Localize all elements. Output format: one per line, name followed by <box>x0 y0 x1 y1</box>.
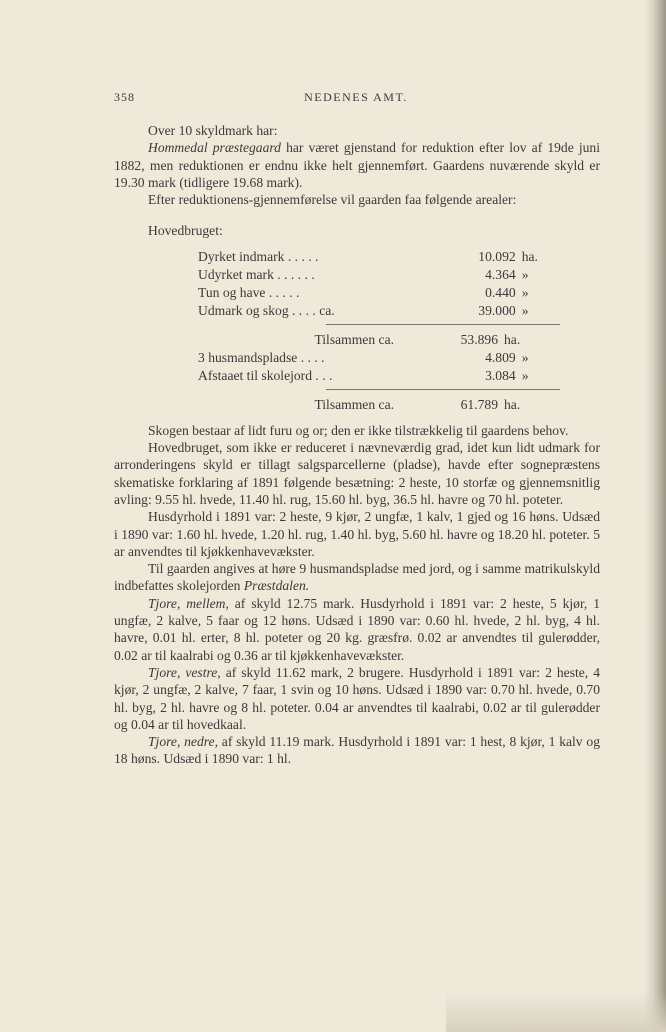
row-unit: » <box>521 302 529 318</box>
table-row <box>148 349 558 367</box>
row-value: 4.809 <box>485 349 516 365</box>
table-row <box>148 266 558 284</box>
row-label: Udyrket mark . . . . . . <box>198 266 315 282</box>
total-label: Tilsammen ca. <box>314 331 394 347</box>
farm-name: Tjore, vestre, <box>148 664 221 680</box>
paragraph-text: af skyld 11.19 mark. Husdyrhold i 1891 var: 1 hest, 8 kjør, 1 kalv og 18 høns. Udsæd i 1890 var: 1 hl. <box>114 734 600 767</box>
table-total-row <box>148 396 558 414</box>
row-label: Dyrket indmark . . . . . <box>198 248 319 264</box>
running-header <box>114 90 598 108</box>
table-row <box>148 367 558 385</box>
running-title: NEDENES AMT. <box>304 90 408 104</box>
row-unit: » <box>521 367 529 383</box>
area-table <box>148 222 558 413</box>
paragraph-hovedbruget: Hovedbruget, som ikke er reduceret i nævneværdig grad, idet kun lidt udmark for arronderingens skyld er tillagt salgsparcellerne (pladse), havde efter sognepræstens skematiske forklaring af 1891 følgende besætning: 2 heste, 10 storfæ og gjennemsnitlig avling: 9.55 hl. hvede, 11.40 hl. rug, 15.60 hl. byg, 36.5 hl. havre og 70 hl. poteter. <box>114 440 600 507</box>
row-label: Afstaaet til skolejord . . . <box>198 367 333 383</box>
row-value: 0.440 <box>485 284 516 300</box>
table-total-row <box>148 331 558 349</box>
paragraph-text: af skyld 11.62 mark, 2 brugere. Husdyrhold i 1891 var: 2 heste, 4 kjør, 2 ungfæ, 2 kalve, 7 faar, 1 svin og 10 høns. Udsæd i 1890 var: 0.70 hl. hvede, 0.70 hl. byg, 2 hl. havre og 8 hl. poteter. 0.04 ar anvendtes til kaalrabi, 0.02 ar til gulerødder og 0.04 ar til hovedkaal. <box>114 664 600 732</box>
paragraph-tjore-nedre <box>114 733 600 768</box>
paragraph-text: Til gaarden angives at høre 9 husmandspladse med jord, og i samme matrikulskyld indbefattes skolejorden <box>114 561 600 594</box>
row-label: Udmark og skog . . . . ca. <box>198 302 335 318</box>
total-unit: ha. <box>504 396 521 412</box>
farm-name: Hommedal præstegaard <box>148 140 281 156</box>
farm-name: Tjore, mellem, <box>148 595 229 611</box>
total-unit: ha. <box>504 331 521 347</box>
total-value: 61.789 <box>460 396 498 412</box>
place-name: Præstdalen. <box>243 578 310 594</box>
row-unit: » <box>521 266 529 282</box>
sum-rule <box>326 324 560 325</box>
row-label: 3 husmandspladse . . . . <box>198 349 325 365</box>
paragraph-hommedal <box>114 139 600 191</box>
row-unit: » <box>521 284 529 300</box>
page-corner-shadow <box>446 992 666 1032</box>
page-body <box>114 122 600 768</box>
row-unit: » <box>521 349 529 365</box>
paragraph-skogen: Skogen bestaar af lidt furu og or; den er ikke tilstrækkelig til gaardens behov. <box>148 422 569 438</box>
row-value: 10.092 <box>478 248 516 264</box>
paragraph-text: har været gjenstand for reduktion efter lov af 19de juni 1882, men reduktionen er endnu ikke helt gjennemført. Gaardens nuværende skyld er 19.30 mark (tidligere 19.68 mark). <box>114 140 600 190</box>
total-label: Tilsammen ca. <box>314 396 394 412</box>
farm-name: Tjore, nedre, <box>148 734 218 750</box>
row-value: 3.084 <box>485 367 516 383</box>
paragraph-text: af skyld 12.75 mark. Husdyrhold i 1891 var: 2 heste, 5 kjør, 1 ungfæ, 2 kalve, 5 faar og 12 høns. Udsæd i 1890 var: 0.60 hl. hvede, 2 hl. byg, 4 hl. havre, 0.01 hl. erter, 8 hl. poteter og 20 kg. græsfrø. 0.02 ar anvendtes til gulerødder, 0.02 ar til kaalrabi og 0.36 ar til kjøkkenhavevækster. <box>114 595 601 663</box>
paragraph-til-gaarden <box>114 560 600 595</box>
page-number: 358 <box>114 90 135 104</box>
sum-rule <box>326 389 560 390</box>
table-subheading: Hovedbruget: <box>148 223 223 239</box>
paragraph-tjore-vestre <box>114 664 600 733</box>
table-row <box>148 284 558 302</box>
table-row <box>148 302 558 320</box>
table-row <box>148 248 558 266</box>
row-value: 4.364 <box>485 266 516 282</box>
paragraph-tjore-mellem <box>114 595 600 664</box>
section-heading: Over 10 skyldmark har: <box>148 123 278 138</box>
paragraph-arealer: Efter reduktionens-gjennemførelse vil gaarden faa følgende arealer: <box>148 192 517 208</box>
row-value: 39.000 <box>478 302 516 318</box>
paragraph-husdyrhold: Husdyrhold i 1891 var: 2 heste, 9 kjør, 2 ungfæ, 1 kalv, 1 gjed og 16 høns. Udsæd i 1890 var: 1.60 hl. hvede, 1.20 hl. rug, 1.40 hl. byg, 5.60 hl. havre og 18.20 hl. poteter. 5 ar anvendtes til kjøkkenhavevækster. <box>114 509 600 559</box>
row-unit: ha. <box>521 248 538 264</box>
total-value: 53.896 <box>460 331 498 347</box>
row-label: Tun og have . . . . . <box>198 284 300 300</box>
page-edge-shadow <box>644 0 666 1032</box>
